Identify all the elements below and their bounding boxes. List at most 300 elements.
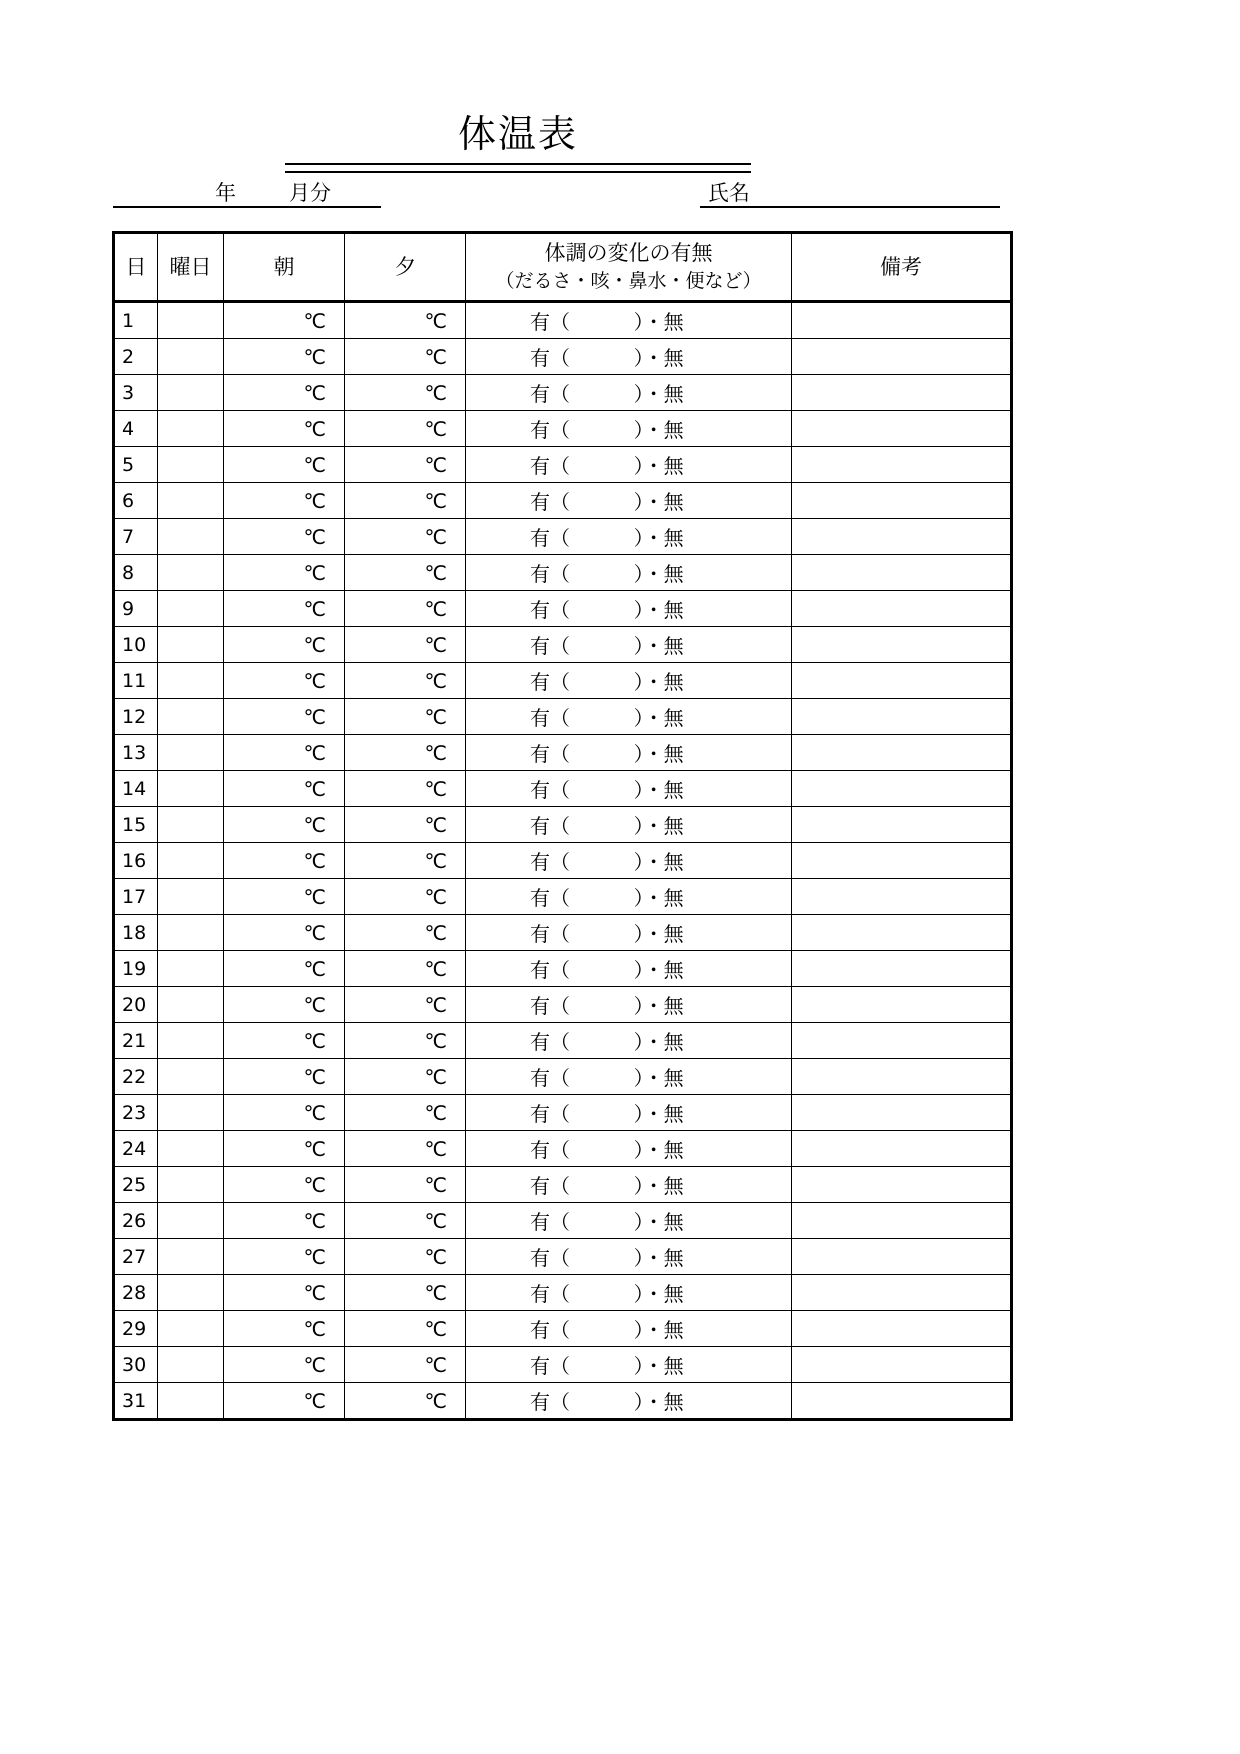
evening-temp-cell[interactable] — [345, 483, 466, 519]
day-number-cell — [114, 915, 158, 951]
weekday-cell[interactable] — [158, 771, 224, 807]
condition-cell[interactable] — [466, 915, 792, 951]
evening-temp-cell-text: ℃ — [424, 668, 447, 693]
table-row — [114, 699, 1012, 735]
evening-temp-cell-text: ℃ — [424, 1172, 447, 1197]
evening-temp-cell-text: ℃ — [424, 1388, 447, 1413]
evening-temp-cell[interactable] — [345, 807, 466, 843]
evening-temp-cell[interactable] — [345, 663, 466, 699]
morning-temp-cell-text: ℃ — [303, 596, 326, 621]
remarks-cell[interactable] — [792, 1347, 1012, 1383]
temperature-table — [112, 231, 1013, 1421]
evening-temp-cell-text: ℃ — [424, 740, 447, 765]
weekday-cell[interactable] — [158, 627, 224, 663]
day-number-cell — [114, 1275, 158, 1311]
header-condition-title: 体調の変化の有無 — [544, 241, 713, 265]
day-number-cell-text: 14 — [122, 777, 147, 800]
date-field[interactable] — [113, 178, 381, 208]
weekday-cell[interactable] — [158, 735, 224, 771]
day-number-cell-text: 25 — [122, 1173, 147, 1196]
condition-cell-text: 有（ ）・無 — [530, 1030, 684, 1054]
day-number-cell — [114, 555, 158, 591]
morning-temp-cell[interactable] — [224, 411, 345, 447]
condition-cell[interactable] — [466, 483, 792, 519]
morning-temp-cell[interactable] — [224, 1059, 345, 1095]
table-row — [114, 1311, 1012, 1347]
remarks-cell[interactable] — [792, 1023, 1012, 1059]
evening-temp-cell-text: ℃ — [424, 776, 447, 801]
morning-temp-cell[interactable] — [224, 807, 345, 843]
morning-temp-cell-text: ℃ — [303, 1352, 326, 1377]
evening-temp-cell[interactable] — [345, 339, 466, 375]
evening-temp-cell-text: ℃ — [424, 1208, 447, 1233]
condition-cell-text: 有（ ）・無 — [530, 922, 684, 946]
morning-temp-cell[interactable] — [224, 1347, 345, 1383]
evening-temp-cell-text: ℃ — [424, 1064, 447, 1089]
table-row — [114, 375, 1012, 411]
weekday-cell[interactable] — [158, 807, 224, 843]
weekday-cell[interactable] — [158, 591, 224, 627]
table-body — [114, 302, 1012, 1420]
remarks-cell[interactable] — [792, 1059, 1012, 1095]
header-remarks-label: 備考 — [880, 255, 922, 279]
day-number-cell-text: 19 — [122, 957, 147, 980]
condition-cell[interactable] — [466, 951, 792, 987]
weekday-cell[interactable] — [158, 447, 224, 483]
remarks-cell[interactable] — [792, 302, 1012, 339]
table-row — [114, 1203, 1012, 1239]
evening-temp-cell-text: ℃ — [424, 524, 447, 549]
condition-cell[interactable] — [466, 1059, 792, 1095]
evening-temp-cell-text: ℃ — [424, 308, 447, 333]
condition-cell-text: 有（ ）・無 — [530, 418, 684, 442]
evening-temp-cell-text: ℃ — [424, 488, 447, 513]
day-number-cell-text: 8 — [122, 561, 135, 584]
weekday-cell[interactable] — [158, 519, 224, 555]
condition-cell[interactable] — [466, 771, 792, 807]
evening-temp-cell[interactable] — [345, 735, 466, 771]
remarks-cell[interactable] — [792, 1167, 1012, 1203]
day-number-cell — [114, 1203, 158, 1239]
day-number-cell-text: 21 — [122, 1029, 147, 1052]
remarks-cell[interactable] — [792, 987, 1012, 1023]
morning-temp-cell-text: ℃ — [303, 1064, 326, 1089]
table-row — [114, 1239, 1012, 1275]
evening-temp-cell[interactable] — [345, 1383, 466, 1420]
remarks-cell[interactable] — [792, 1095, 1012, 1131]
morning-temp-cell-text: ℃ — [303, 1136, 326, 1161]
evening-temp-cell-text: ℃ — [424, 1136, 447, 1161]
remarks-cell[interactable] — [792, 1311, 1012, 1347]
evening-temp-cell[interactable] — [345, 302, 466, 339]
remarks-cell[interactable] — [792, 771, 1012, 807]
day-number-cell — [114, 951, 158, 987]
remarks-cell[interactable] — [792, 699, 1012, 735]
condition-cell[interactable] — [466, 555, 792, 591]
remarks-cell[interactable] — [792, 447, 1012, 483]
morning-temp-cell[interactable] — [224, 375, 345, 411]
morning-temp-cell-text: ℃ — [303, 560, 326, 585]
remarks-cell[interactable] — [792, 915, 1012, 951]
morning-temp-cell-text: ℃ — [303, 632, 326, 657]
condition-cell-text: 有（ ）・無 — [530, 994, 684, 1018]
evening-temp-cell[interactable] — [345, 555, 466, 591]
morning-temp-cell[interactable] — [224, 1131, 345, 1167]
condition-cell-text: 有（ ）・無 — [530, 670, 684, 694]
day-number-cell-text: 26 — [122, 1209, 147, 1232]
morning-temp-cell-text: ℃ — [303, 452, 326, 477]
evening-temp-cell[interactable] — [345, 519, 466, 555]
condition-cell[interactable] — [466, 375, 792, 411]
morning-temp-cell-text: ℃ — [303, 344, 326, 369]
morning-temp-cell-text: ℃ — [303, 1316, 326, 1341]
header-condition — [466, 233, 792, 302]
remarks-cell[interactable] — [792, 1239, 1012, 1275]
morning-temp-cell[interactable] — [224, 1167, 345, 1203]
morning-temp-cell[interactable] — [224, 591, 345, 627]
morning-temp-cell-text: ℃ — [303, 956, 326, 981]
day-number-cell — [114, 699, 158, 735]
remarks-cell[interactable] — [792, 1203, 1012, 1239]
day-number-cell-text: 28 — [122, 1281, 147, 1304]
weekday-cell[interactable] — [158, 375, 224, 411]
day-number-cell-text: 22 — [122, 1065, 147, 1088]
remarks-cell[interactable] — [792, 735, 1012, 771]
morning-temp-cell[interactable] — [224, 1275, 345, 1311]
table-row — [114, 1167, 1012, 1203]
condition-cell[interactable] — [466, 1131, 792, 1167]
day-number-cell — [114, 771, 158, 807]
day-number-cell-text: 30 — [122, 1353, 147, 1376]
weekday-cell[interactable] — [158, 843, 224, 879]
condition-cell[interactable] — [466, 1347, 792, 1383]
table-row — [114, 879, 1012, 915]
condition-cell[interactable] — [466, 699, 792, 735]
morning-temp-cell-text: ℃ — [303, 308, 326, 333]
morning-temp-cell-text: ℃ — [303, 848, 326, 873]
morning-temp-cell-text: ℃ — [303, 812, 326, 837]
header-morning-label: 朝 — [273, 255, 295, 279]
day-number-cell — [114, 519, 158, 555]
morning-temp-cell[interactable] — [224, 339, 345, 375]
day-number-cell — [114, 411, 158, 447]
condition-cell[interactable] — [466, 1239, 792, 1275]
remarks-cell[interactable] — [792, 483, 1012, 519]
day-number-cell — [114, 735, 158, 771]
day-number-cell — [114, 1167, 158, 1203]
weekday-cell[interactable] — [158, 483, 224, 519]
evening-temp-cell[interactable] — [345, 627, 466, 663]
remarks-cell[interactable] — [792, 1275, 1012, 1311]
condition-cell-text: 有（ ）・無 — [530, 346, 684, 370]
condition-cell[interactable] — [466, 339, 792, 375]
evening-temp-cell-text: ℃ — [424, 632, 447, 657]
morning-temp-cell[interactable] — [224, 483, 345, 519]
morning-temp-cell-text: ℃ — [303, 1388, 326, 1413]
morning-temp-cell[interactable] — [224, 735, 345, 771]
weekday-cell[interactable] — [158, 1347, 224, 1383]
evening-temp-cell-text: ℃ — [424, 560, 447, 585]
weekday-cell[interactable] — [158, 302, 224, 339]
day-number-cell — [114, 987, 158, 1023]
condition-cell-text: 有（ ）・無 — [530, 958, 684, 982]
morning-temp-cell[interactable] — [224, 555, 345, 591]
weekday-cell[interactable] — [158, 951, 224, 987]
evening-temp-cell[interactable] — [345, 411, 466, 447]
morning-temp-cell[interactable] — [224, 879, 345, 915]
morning-temp-cell-text: ℃ — [303, 488, 326, 513]
condition-cell-text: 有（ ）・無 — [530, 454, 684, 478]
table-row — [114, 1023, 1012, 1059]
condition-cell[interactable] — [466, 987, 792, 1023]
day-number-cell — [114, 1347, 158, 1383]
evening-temp-cell-text: ℃ — [424, 956, 447, 981]
meta-row — [0, 178, 1240, 218]
morning-temp-cell[interactable] — [224, 663, 345, 699]
remarks-cell[interactable] — [792, 375, 1012, 411]
evening-temp-cell-text: ℃ — [424, 992, 447, 1017]
condition-cell-text: 有（ ）・無 — [530, 490, 684, 514]
weekday-cell[interactable] — [158, 663, 224, 699]
morning-temp-cell[interactable] — [224, 1383, 345, 1420]
morning-temp-cell[interactable] — [224, 951, 345, 987]
table-row — [114, 483, 1012, 519]
table-row — [114, 1095, 1012, 1131]
weekday-cell[interactable] — [158, 1383, 224, 1420]
weekday-cell[interactable] — [158, 879, 224, 915]
morning-temp-cell[interactable] — [224, 1095, 345, 1131]
table-row — [114, 663, 1012, 699]
page-title: 体温表 — [457, 112, 578, 156]
evening-temp-cell[interactable] — [345, 1131, 466, 1167]
morning-temp-cell[interactable] — [224, 915, 345, 951]
condition-cell-text: 有（ ）・無 — [530, 1282, 684, 1306]
weekday-cell[interactable] — [158, 1203, 224, 1239]
day-number-cell — [114, 807, 158, 843]
weekday-cell[interactable] — [158, 987, 224, 1023]
day-number-cell-text: 6 — [122, 489, 135, 512]
evening-temp-cell[interactable] — [345, 951, 466, 987]
condition-cell-text: 有（ ）・無 — [530, 1318, 684, 1342]
condition-cell[interactable] — [466, 1383, 792, 1420]
weekday-cell[interactable] — [158, 1275, 224, 1311]
condition-cell-text: 有（ ）・無 — [530, 1246, 684, 1270]
day-number-cell-text: 11 — [122, 669, 147, 692]
condition-cell[interactable] — [466, 591, 792, 627]
condition-cell[interactable] — [466, 807, 792, 843]
evening-temp-cell[interactable] — [345, 1203, 466, 1239]
condition-cell[interactable] — [466, 1203, 792, 1239]
condition-cell[interactable] — [466, 1311, 792, 1347]
header-morning — [224, 233, 345, 302]
table-row — [114, 627, 1012, 663]
morning-temp-cell-text: ℃ — [303, 1172, 326, 1197]
header-condition-examples: （だるさ・咳・鼻水・便など） — [495, 270, 762, 292]
name-label: 氏名 — [708, 181, 750, 205]
table-row — [114, 1347, 1012, 1383]
weekday-cell[interactable] — [158, 555, 224, 591]
condition-cell[interactable] — [466, 735, 792, 771]
remarks-cell[interactable] — [792, 663, 1012, 699]
day-number-cell-text: 1 — [122, 309, 135, 332]
day-number-cell-text: 9 — [122, 597, 135, 620]
day-number-cell — [114, 1383, 158, 1420]
day-number-cell-text: 12 — [122, 705, 147, 728]
condition-cell-text: 有（ ）・無 — [530, 814, 684, 838]
table-row — [114, 591, 1012, 627]
morning-temp-cell[interactable] — [224, 699, 345, 735]
evening-temp-cell[interactable] — [345, 1239, 466, 1275]
evening-temp-cell-text: ℃ — [424, 416, 447, 441]
condition-cell[interactable] — [466, 843, 792, 879]
morning-temp-cell-text: ℃ — [303, 740, 326, 765]
morning-temp-cell-text: ℃ — [303, 1028, 326, 1053]
remarks-cell[interactable] — [792, 627, 1012, 663]
condition-cell[interactable] — [466, 1023, 792, 1059]
evening-temp-cell[interactable] — [345, 591, 466, 627]
condition-cell-text: 有（ ）・無 — [530, 1210, 684, 1234]
day-number-cell-text: 27 — [122, 1245, 147, 1268]
condition-cell[interactable] — [466, 663, 792, 699]
evening-temp-cell[interactable] — [345, 879, 466, 915]
evening-temp-cell-text: ℃ — [424, 1280, 447, 1305]
condition-cell-text: 有（ ）・無 — [530, 886, 684, 910]
day-number-cell — [114, 339, 158, 375]
evening-temp-cell-text: ℃ — [424, 1028, 447, 1053]
remarks-cell[interactable] — [792, 843, 1012, 879]
condition-cell-text: 有（ ）・無 — [530, 742, 684, 766]
morning-temp-cell[interactable] — [224, 627, 345, 663]
remarks-cell[interactable] — [792, 519, 1012, 555]
remarks-cell[interactable] — [792, 1383, 1012, 1420]
condition-cell-text: 有（ ）・無 — [530, 526, 684, 550]
morning-temp-cell[interactable] — [224, 1311, 345, 1347]
morning-temp-cell[interactable] — [224, 519, 345, 555]
table-row — [114, 987, 1012, 1023]
day-number-cell-text: 29 — [122, 1317, 147, 1340]
morning-temp-cell[interactable] — [224, 447, 345, 483]
evening-temp-cell-text: ℃ — [424, 344, 447, 369]
condition-cell[interactable] — [466, 627, 792, 663]
evening-temp-cell-text: ℃ — [424, 1244, 447, 1269]
condition-cell[interactable] — [466, 1167, 792, 1203]
day-number-cell-text: 31 — [122, 1389, 147, 1412]
condition-cell[interactable] — [466, 411, 792, 447]
evening-temp-cell[interactable] — [345, 699, 466, 735]
morning-temp-cell-text: ℃ — [303, 668, 326, 693]
condition-cell[interactable] — [466, 519, 792, 555]
weekday-cell[interactable] — [158, 1131, 224, 1167]
condition-cell[interactable] — [466, 1275, 792, 1311]
header-day-label: 日 — [125, 255, 147, 279]
table-row — [114, 951, 1012, 987]
weekday-cell[interactable] — [158, 915, 224, 951]
evening-temp-cell[interactable] — [345, 1311, 466, 1347]
weekday-cell[interactable] — [158, 1095, 224, 1131]
evening-temp-cell[interactable] — [345, 1023, 466, 1059]
condition-cell[interactable] — [466, 879, 792, 915]
weekday-cell[interactable] — [158, 1023, 224, 1059]
evening-temp-cell-text: ℃ — [424, 920, 447, 945]
weekday-cell[interactable] — [158, 1167, 224, 1203]
remarks-cell[interactable] — [792, 555, 1012, 591]
morning-temp-cell-text: ℃ — [303, 1280, 326, 1305]
condition-cell-text: 有（ ）・無 — [530, 1354, 684, 1378]
table-row — [114, 915, 1012, 951]
name-field[interactable] — [700, 178, 1000, 208]
condition-cell-text: 有（ ）・無 — [530, 706, 684, 730]
weekday-cell[interactable] — [158, 1059, 224, 1095]
evening-temp-cell[interactable] — [345, 987, 466, 1023]
morning-temp-cell[interactable] — [224, 771, 345, 807]
evening-temp-cell[interactable] — [345, 1095, 466, 1131]
table-row — [114, 807, 1012, 843]
day-number-cell — [114, 1131, 158, 1167]
remarks-cell[interactable] — [792, 339, 1012, 375]
evening-temp-cell[interactable] — [345, 1167, 466, 1203]
day-number-cell — [114, 663, 158, 699]
evening-temp-cell[interactable] — [345, 771, 466, 807]
evening-temp-cell-text: ℃ — [424, 1352, 447, 1377]
condition-cell[interactable] — [466, 302, 792, 339]
weekday-cell[interactable] — [158, 339, 224, 375]
remarks-cell[interactable] — [792, 1131, 1012, 1167]
evening-temp-cell[interactable] — [345, 1275, 466, 1311]
day-number-cell — [114, 1239, 158, 1275]
remarks-cell[interactable] — [792, 807, 1012, 843]
day-number-cell-text: 5 — [122, 453, 135, 476]
evening-temp-cell-text: ℃ — [424, 704, 447, 729]
condition-cell[interactable] — [466, 447, 792, 483]
evening-temp-cell-text: ℃ — [424, 884, 447, 909]
evening-temp-cell[interactable] — [345, 1347, 466, 1383]
table-row — [114, 771, 1012, 807]
morning-temp-cell[interactable] — [224, 302, 345, 339]
table-row — [114, 735, 1012, 771]
evening-temp-cell[interactable] — [345, 915, 466, 951]
weekday-cell[interactable] — [158, 699, 224, 735]
condition-cell[interactable] — [466, 1095, 792, 1131]
day-number-cell-text: 24 — [122, 1137, 147, 1160]
condition-cell-text: 有（ ）・無 — [530, 634, 684, 658]
morning-temp-cell[interactable] — [224, 987, 345, 1023]
weekday-cell[interactable] — [158, 1239, 224, 1275]
table-row — [114, 302, 1012, 339]
table-row — [114, 339, 1012, 375]
evening-temp-cell[interactable] — [345, 1059, 466, 1095]
remarks-cell[interactable] — [792, 879, 1012, 915]
month-label: 月分 — [289, 181, 331, 205]
weekday-cell[interactable] — [158, 1311, 224, 1347]
day-number-cell — [114, 375, 158, 411]
remarks-cell[interactable] — [792, 591, 1012, 627]
morning-temp-cell[interactable] — [224, 1023, 345, 1059]
day-number-cell-text: 7 — [122, 525, 135, 548]
weekday-cell[interactable] — [158, 411, 224, 447]
condition-cell-text: 有（ ）・無 — [530, 1138, 684, 1162]
morning-temp-cell[interactable] — [224, 1239, 345, 1275]
day-number-cell — [114, 1311, 158, 1347]
day-number-cell — [114, 483, 158, 519]
evening-temp-cell[interactable] — [345, 447, 466, 483]
day-number-cell-text: 20 — [122, 993, 147, 1016]
morning-temp-cell[interactable] — [224, 843, 345, 879]
evening-temp-cell[interactable] — [345, 843, 466, 879]
remarks-cell[interactable] — [792, 411, 1012, 447]
morning-temp-cell[interactable] — [224, 1203, 345, 1239]
remarks-cell[interactable] — [792, 951, 1012, 987]
evening-temp-cell[interactable] — [345, 375, 466, 411]
